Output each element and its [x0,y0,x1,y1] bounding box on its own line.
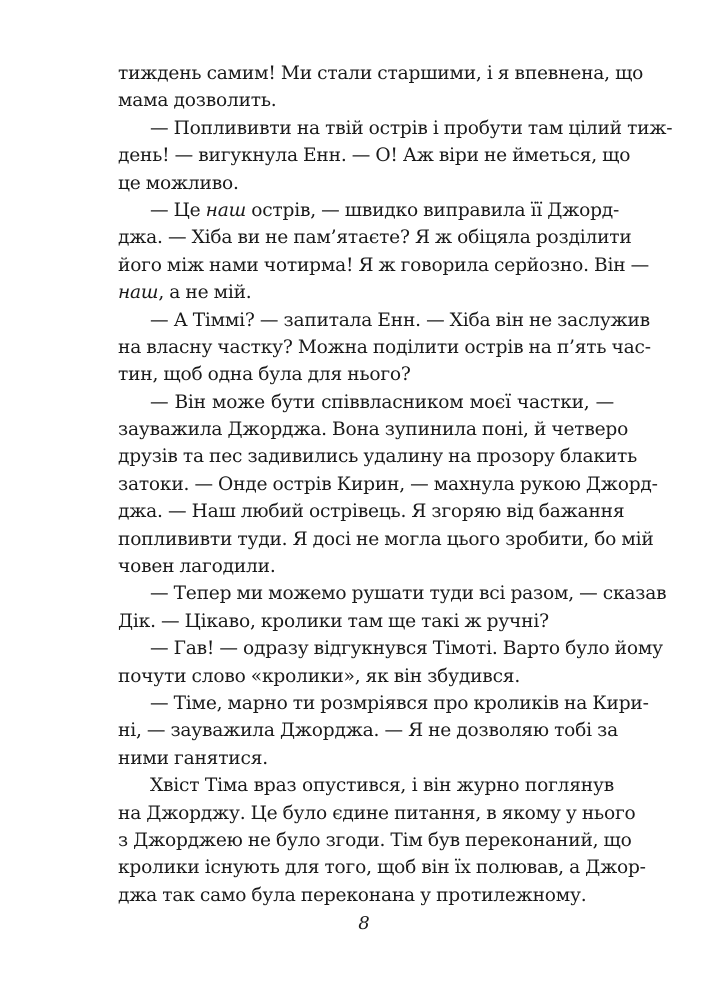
text-line: зауважила Джорджа. Вона зупинила поні, й четверо [118,419,629,441]
text-line: ними ганятися. [118,747,268,769]
text-line: Дік. — Цікаво, кролики там ще такі ж ручні? [118,610,549,632]
text-line: тиждень самим! Ми стали старшими, і я впевнена, що [118,63,644,84]
text-line: Хвіст Тіма враз опустився, і він журно поглянув [150,775,614,797]
text-line: наш, а не мій. [118,282,252,304]
text-line: почути слово «кролики», як він збудився. [118,665,521,687]
text-line: на Джорджу. Це було єдине питання, в якому у нього [118,802,636,824]
text-line: затоки. — Онде острів Кирин, — махнула рукою Джорд- [118,473,658,495]
text-line: — Це наш острів, — швидко виправила її Джорд- [150,199,620,221]
text-line: це можливо. [118,172,239,194]
text-line: — Тепер ми можемо рушати туди всі разом, — сказав [150,583,667,605]
text-line: тин, щоб одна була для нього? [118,364,411,386]
text-line: з Джорджею не було згоди. Тім був переконаний, що [118,829,632,851]
text-line: мама дозволить. [118,90,277,112]
text-line: поплививти туди. Я досі не могла цього зробити, бо мій [118,528,654,550]
page-body [118,60,673,909]
text-line: — Гав! — одразу відгукнувся Тімоті. Варто було йому [150,638,663,660]
text-line: ні, — зауважила Джорджа. — Я не дозволяю тобі за [118,720,618,742]
text-line: на власну частку? Можна поділити острів на п’ять час- [118,336,651,358]
text-line: друзів та пес задивились удалину на прозору блакить [118,446,638,468]
page-number: 8 [358,913,370,934]
text-line: кролики існують для того, щоб він їх полював, а Джор- [118,857,646,879]
emphasis: наш [118,282,159,304]
text-line: джа. — Хіба ви не пам’ятаєте? Я ж обіцяла розділити [118,227,632,249]
text-line: човен лагодили. [118,556,276,578]
text-line: день! — вигукнула Енн. — О! Аж віри не йметься, що [118,145,631,167]
text-line: його між нами чотирма! Я ж говорила серйозно. Він — [118,254,650,276]
text-line: — Тіме, марно ти розмріявся про кроликів на Кири- [150,692,649,714]
text-line: — Поплививти на твій острів і пробути там цілий тиж- [150,117,673,139]
text-line: — А Тіммі? — запитала Енн. — Хіба він не заслужив [150,309,650,331]
text-line: джа. — Наш любий острівець. Я згоряю від бажання [118,501,625,523]
text-line: — Він може бути співвласником моєї частки, — [150,391,614,413]
body-text [118,60,673,909]
text-line: джа так само була переконана у протилежному. [118,884,587,906]
emphasis: наш [205,199,246,221]
